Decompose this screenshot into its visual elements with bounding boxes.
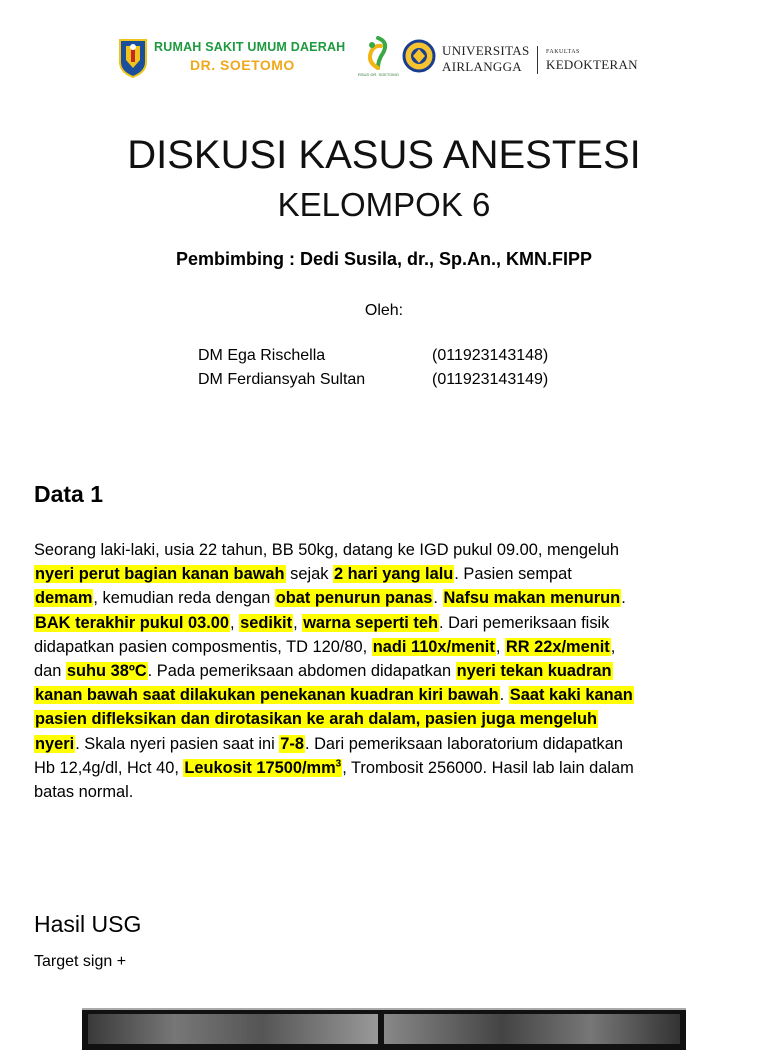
east-java-shield-icon [118,38,148,78]
case-text: . Pasien sempat [454,565,572,584]
case-text: , [293,613,303,632]
highlight: nyeri [35,734,75,753]
case-text: batas normal. [34,783,134,802]
rsud-leaf-logo-icon [361,36,395,70]
case-text: , Trombosit 256000. Hasil lab lain dalam [342,758,634,777]
by-label: Oleh: [364,302,404,319]
case-line [34,780,739,804]
usg-panel [384,1014,680,1044]
case-text: . Pada pemeriksaan abdomen didapatkan [147,662,456,681]
case-paragraph [34,538,739,804]
case-line [34,756,739,780]
group-subtitle: KELOMPOK 6 [277,186,491,223]
member-nim: (011923143148) [432,347,549,364]
highlight: BAK terakhir pukul 03.00 [35,613,230,632]
logo-divider [537,46,538,74]
case-text: . [621,589,626,608]
case-text: . [433,589,443,608]
case-text: dan [34,662,66,681]
case-text: , [495,637,505,656]
case-line [34,659,739,683]
highlight: obat penurun panas [275,589,433,608]
hospital-subname: DR. SOETOMO [190,57,295,73]
university-name: UNIVERSITAS [442,43,530,58]
highlight [183,759,342,777]
airlangga-seal-icon [402,39,436,73]
highlight: nadi 110x/menit [372,637,495,656]
case-text: sejak [285,565,333,584]
highlight: Saat kaki kanan [509,686,633,705]
superscript: 3 [335,758,342,770]
highlight: kanan bawah saat dilakukan penekanan kuadran kiri bawah [35,686,499,705]
case-text: , [610,637,616,656]
highlight: suhu 38ºC [66,662,147,681]
highlight: nyeri perut bagian kanan bawah [35,565,285,584]
highlight: RR 22x/menit [505,637,610,656]
case-text: Hb 12,4g/dl, Hct 40, [34,758,184,777]
member-nim: (011923143149) [432,371,549,388]
leukocyte-text: Leukosit 17500/mm [184,758,336,777]
case-line [34,562,739,586]
usg-finding: Target sign + [34,953,127,970]
faculty-name: KEDOKTERAN [546,57,638,72]
usg-panel [88,1014,378,1044]
case-text: , [230,613,240,632]
usg-heading: Hasil USG [34,911,142,937]
case-heading: Data 1 [34,481,104,507]
case-text: . Dari pemeriksaan fisik [439,613,610,632]
highlight: 2 hari yang lalu [333,565,454,584]
university-subname: AIRLANGGA [442,59,522,74]
case-line [34,611,739,635]
highlight: Nafsu makan menurun [443,589,621,608]
highlight: 7-8 [280,734,304,753]
case-text: , kemudian reda dengan [93,589,275,608]
advisor-line: Pembimbing : Dedi Susila, dr., Sp.An., KMN.FIPP [175,249,593,269]
case-line [34,707,739,731]
hospital-name: RUMAH SAKIT UMUM DAERAH [154,40,346,54]
highlight: warna seperti teh [303,613,439,632]
case-line [34,683,739,707]
leaf-logo-caption: RSUD DR. SOETOMO [358,72,399,77]
page-title: DISKUSI KASUS ANESTESI [127,133,641,177]
case-text: . Dari pemeriksaan laboratorium didapatkan [304,734,623,753]
case-line [34,635,739,659]
faculty-label: FAKULTAS [546,49,580,55]
case-text: . [499,686,509,705]
highlight: demam [35,589,93,608]
case-text: didapatkan pasien composmentis, TD 120/80, [34,637,372,656]
logo-bar [0,28,768,88]
usg-image [82,1008,686,1050]
case-line [34,538,739,562]
member-name: DM Ega Rischella [198,347,326,364]
highlight: pasien difleksikan dan dirotasikan ke arah dalam, pasien juga mengeluh [35,710,598,729]
case-text: . Skala nyeri pasien saat ini [75,734,280,753]
highlight: sedikit [240,613,293,632]
case-line [34,586,739,610]
case-line [34,732,739,756]
case-text: Seorang laki-laki, usia 22 tahun, BB 50kg, datang ke IGD pukul 09.00, mengeluh [34,541,619,559]
member-name: DM Ferdiansyah Sultan [198,371,366,388]
highlight: nyeri tekan kuadran [456,662,612,681]
